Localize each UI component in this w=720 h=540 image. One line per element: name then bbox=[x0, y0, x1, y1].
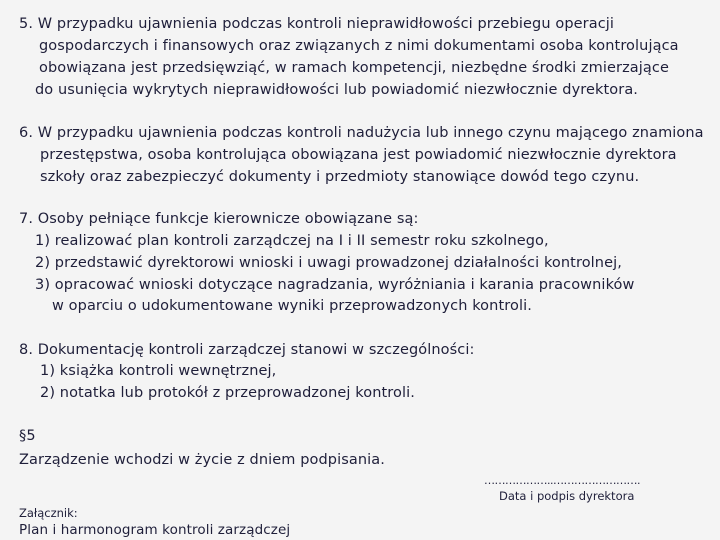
section-6-line-1: 6. W przypadku ujawnienia podczas kontroli nadużycia lub innego czynu mającego znamiona bbox=[19, 125, 704, 141]
section-5-line-1: 5. W przypadku ujawnienia podczas kontroli nieprawidłowości przebiegu operacji bbox=[19, 16, 615, 32]
attachment-text: Plan i harmonogram kontroli zarządczej bbox=[19, 522, 291, 538]
section-8-item-1: 1) książka kontroli wewnętrznej, bbox=[40, 363, 277, 379]
section-7-item-1: 1) realizować plan kontroli zarządczej na I i II semestr roku szkolnego, bbox=[35, 233, 549, 249]
section-5-line-4: do usunięcia wykrytych nieprawidłowości lub powiadomić niezwłocznie dyrektora. bbox=[35, 82, 639, 98]
section-5-line-3: obowiązana jest przedsięwziąć, w ramach kompetencji, niezbędne środki zmierzające bbox=[39, 60, 669, 76]
section-6-line-3: szkoły oraz zabezpieczyć dokumenty i przedmioty stanowiące dowód tego czynu. bbox=[40, 169, 640, 185]
section-7-item-3-cont: w oparciu o udokumentowane wyniki przeprowadzonych kontroli. bbox=[52, 298, 532, 314]
paragraph-5-text: Zarządzenie wchodzi w życie z dniem podpisania. bbox=[19, 452, 385, 468]
signature-dots: ………………..……………………. bbox=[484, 474, 640, 487]
signature-caption: Data i podpis dyrektora bbox=[499, 489, 635, 503]
paragraph-5-heading: §5 bbox=[19, 428, 36, 444]
section-7-item-3: 3) opracować wnioski dotyczące nagradzania, wyróżniania i karania pracowników bbox=[35, 277, 635, 293]
section-5-line-2: gospodarczych i finansowych oraz związanych z nimi dokumentami osoba kontrolująca bbox=[39, 38, 679, 54]
section-8-item-2: 2) notatka lub protokół z przeprowadzonej kontroli. bbox=[40, 385, 415, 401]
section-7-item-2: 2) przedstawić dyrektorowi wnioski i uwagi prowadzonej działalności kontrolnej, bbox=[35, 255, 622, 271]
section-7-heading: 7. Osoby pełniące funkcje kierownicze obowiązane są: bbox=[19, 211, 419, 227]
section-8-heading: 8. Dokumentację kontroli zarządczej stanowi w szczególności: bbox=[19, 342, 475, 358]
section-6-line-2: przestępstwa, osoba kontrolująca obowiązana jest powiadomić niezwłocznie dyrektora bbox=[40, 147, 677, 163]
attachment-label: Załącznik: bbox=[19, 506, 78, 520]
